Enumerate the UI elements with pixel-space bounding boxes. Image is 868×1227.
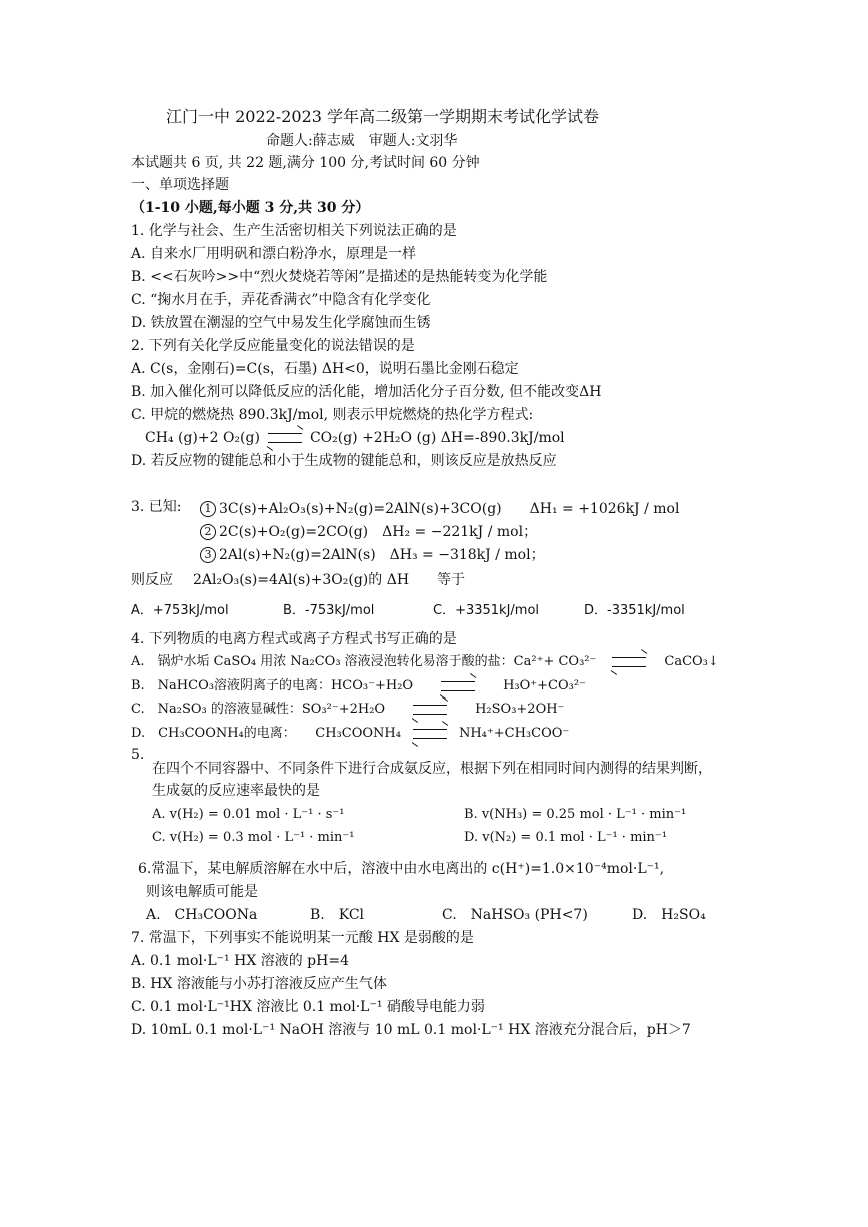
q2-equation: [145, 429, 565, 447]
q5-stem-2: 生成氨的反应速率最快的是: [152, 783, 320, 799]
q7-option-a: A. 0.1 mol·L⁻¹ HX 溶液的 pH=4: [131, 953, 349, 969]
q5-option-b: B. v(NH₃) = 0.25 mol · L⁻¹ · min⁻¹: [464, 807, 687, 822]
exam-title: 江门一中 2022-2023 学年高二级第一学期期末考试化学试卷: [166, 107, 600, 126]
section-note: （1-10 小题,每小题 3 分,共 30 分）: [131, 200, 370, 216]
section-heading: 一、单项选择题: [131, 177, 229, 193]
q2-equation-right: CO₂(g) +2H₂O (g) ΔH=-890.3kJ/mol: [309, 430, 565, 446]
q3-then: 则反应: [131, 572, 173, 588]
reversible-arrow-icon: [413, 705, 447, 715]
q6-option-b: B. KCl: [310, 907, 365, 923]
q1-option-a: A. 自来水厂用明矾和漂白粉净水，原理是一样: [131, 246, 417, 262]
q7-option-b: B. HX 溶液能与小苏打溶液反应产生气体: [131, 976, 387, 992]
q1-option-b: B. <<石灰吟>>中“烈火焚烧若等闲”是描述的是热能转变为化学能: [131, 269, 548, 285]
q3-option-c: C．+3351kJ/mol: [433, 603, 540, 618]
q3-option-a: A．+753kJ/mol: [131, 603, 229, 618]
q4-option-d: D. CH₃COONH₄的电离： CH₃COONH₄ NH₄⁺+CH₃COO⁻: [131, 726, 570, 741]
q4-stem: 4. 下列物质的电离方程式或离子方程式书写正确的是: [131, 631, 457, 647]
q6-option-d: D. H₂SO₄: [632, 907, 706, 923]
q3-option-d: D．-3351kJ/mol: [584, 603, 685, 618]
q2-option-a: A. C(s，金刚石)=C(s，石墨) ΔH<0，说明石墨比金刚石稳定: [131, 361, 519, 377]
q2-option-b: B. 加入催化剂可以降低反应的活化能，增加活化分子百分数, 但不能改变ΔH: [131, 384, 602, 400]
q3-target: 2Al₂O₃(s)=4Al(s)+3O₂(g)的 ΔH: [193, 572, 410, 588]
circled-number-icon: 1: [200, 501, 216, 517]
q6-stem-1: 6.常温下，某电解质溶解在水中后，溶液中由水电离出的 c(H⁺)=1.0×10⁻⁴mol·L⁻¹,: [138, 861, 665, 877]
q5-option-c: C. v(H₂) = 0.3 mol · L⁻¹ · min⁻¹: [152, 830, 355, 845]
q2-option-c: C. 甲烷的燃烧热 890.3kJ/mol, 则表示甲烷燃烧的热化学方程式:: [131, 407, 534, 423]
q5-number: 5.: [131, 747, 145, 763]
q5-stem-1: 在四个不同容器中、不同条件下进行合成氨反应，根据下列在相同时间内测得的结果判断，: [152, 761, 712, 777]
exam-info: 本试题共 6 页, 共 22 题,满分 100 分,考试时间 60 分钟: [131, 155, 480, 171]
q7-option-d: D. 10mL 0.1 mol·L⁻¹ NaOH 溶液与 10 mL 0.1 mol·L⁻¹ HX 溶液充分混合后，pH＞7: [131, 1022, 691, 1038]
reversible-arrow-icon: [612, 657, 646, 667]
q5-option-d: D. v(N₂) = 0.1 mol · L⁻¹ · min⁻¹: [464, 830, 668, 845]
q6-stem-2: 则该电解质可能是: [146, 884, 258, 900]
q3-reaction-2: 2 2C(s)+O₂(g)=2CO(g) ΔH₂ = −221kJ / mol；: [200, 523, 537, 541]
circled-number-icon: 3: [200, 547, 216, 563]
q3-reaction-1: 1 3C(s)+Al₂O₃(s)+N₂(g)=2AlN(s)+3CO(g) ΔH₁ = +1026kJ / mol: [200, 500, 679, 518]
reversible-arrow-icon: [413, 729, 447, 739]
q1-stem: 1. 化学与社会、生产生活密切相关下列说法正确的是: [131, 223, 457, 239]
q1-option-d: D. 铁放置在潮湿的空气中易发生化学腐蚀而生锈: [131, 315, 431, 331]
q4-option-c: C. Na₂SO₃ 的溶液显碱性：SO₃²⁻+2H₂O H₂SO₃+2OH⁻: [131, 702, 565, 717]
q1-option-c: C. “掬水月在手，弄花香满衣”中隐含有化学变化: [131, 292, 431, 308]
reversible-arrow-icon: [441, 681, 475, 691]
exam-authors: 命题人:薛志威 审题人:文羽华: [266, 133, 458, 149]
q2-equation-left: CH₄ (g)+2 O₂(g): [145, 430, 260, 446]
reversible-arrow-icon: [268, 433, 302, 443]
q7-stem: 7. 常温下，下列事实不能说明某一元酸 HX 是弱酸的是: [131, 930, 474, 946]
q3-target-line: [131, 571, 465, 589]
q3-stem: 3. 已知:: [131, 499, 182, 515]
q4-option-b: B. NaHCO₃溶液阴离子的电离：HCO₃⁻+H₂O H₃O⁺+CO₃²⁻: [131, 678, 586, 693]
q6-option-c: C. NaHSO₃ (PH<7): [442, 907, 588, 923]
q2-stem: 2. 下列有关化学反应能量变化的说法错误的是: [131, 338, 415, 354]
q3-option-b: B．-753kJ/mol: [283, 603, 375, 618]
q4-option-a: A. 锅炉水垢 CaSO₄ 用浓 Na₂CO₃ 溶液浸泡转化易溶于酸的盐：Ca²⁺+ CO₃²⁻ CaCO₃↓: [131, 654, 719, 669]
q5-option-a: A. v(H₂) = 0.01 mol · L⁻¹ · s⁻¹: [152, 807, 345, 822]
q2-option-d: D. 若反应物的键能总和小于生成物的键能总和，则该反应是放热反应: [131, 453, 557, 469]
q3-reaction-3: 3 2Al(s)+N₂(g)=2AlN(s) ΔH₃ = −318kJ / mol；: [200, 546, 545, 564]
q3-equals: 等于: [437, 572, 466, 588]
circled-number-icon: 2: [200, 524, 216, 540]
q6-option-a: A. CH₃COONa: [146, 907, 258, 923]
q7-option-c: C. 0.1 mol·L⁻¹HX 溶液比 0.1 mol·L⁻¹ 硝酸导电能力弱: [131, 999, 485, 1015]
